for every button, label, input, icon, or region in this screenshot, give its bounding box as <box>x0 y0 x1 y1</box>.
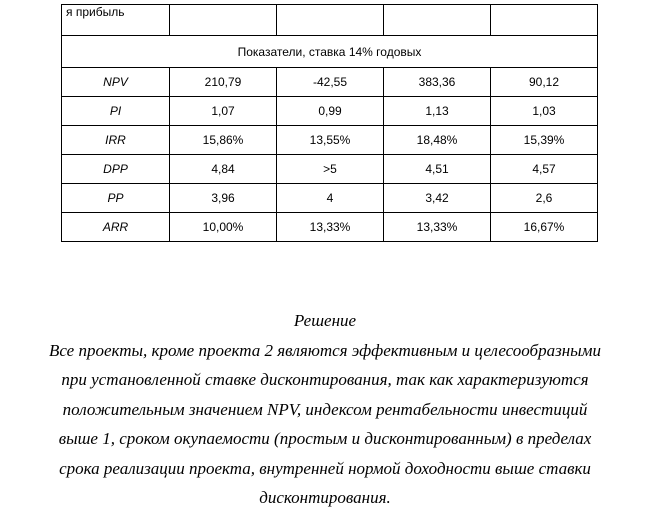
solution-text-line: срока реализации проекта, внутренней нормой доходности выше ставки <box>59 458 591 478</box>
solution-text-line: при установленной ставке дисконтирования, так как характеризуются <box>61 370 589 389</box>
table-cell <box>277 5 384 36</box>
table-cell: 0,99 <box>277 97 384 126</box>
table-row-arr <box>62 213 598 242</box>
table-cell: 3,42 <box>384 184 491 213</box>
table-cell: 10,00% <box>170 213 277 242</box>
table-cell: >5 <box>277 155 384 184</box>
table-row-pi <box>62 97 598 126</box>
table-cell: 1,07 <box>170 97 277 126</box>
table-cell: 210,79 <box>170 68 277 97</box>
table-cell <box>384 5 491 36</box>
table-cell: 16,67% <box>491 213 598 242</box>
table-cell <box>491 5 598 36</box>
table-cell: 1,03 <box>491 97 598 126</box>
table-cell: -42,55 <box>277 68 384 97</box>
solution-text-line: выше 1, сроком окупаемости (простым и дисконтированным) в пределах <box>58 429 592 448</box>
table-cell: 90,12 <box>491 68 598 97</box>
solution-heading: Решение <box>293 311 357 330</box>
row-label: DPP <box>62 155 170 184</box>
section-title: Показатели, ставка 14% годовых <box>62 36 598 68</box>
solution-text-line: положительным значением NPV, индексом рентабельности инвестиций <box>62 399 588 419</box>
table-cell: 4,84 <box>170 155 277 184</box>
table-cell: 13,55% <box>277 126 384 155</box>
table-row-npv <box>62 68 598 97</box>
table-cell: 4,57 <box>491 155 598 184</box>
table-cell: 4 <box>277 184 384 213</box>
table-cell: 15,39% <box>491 126 598 155</box>
row-label: PI <box>62 97 170 126</box>
solution-text-line: дисконтирования. <box>259 488 391 507</box>
row-label: NPV <box>62 68 170 97</box>
table-section-row <box>62 36 598 68</box>
solution-text-line: Все проекты, кроме проекта 2 являются эффективным и целесообразными <box>48 340 602 360</box>
table-cell <box>170 5 277 36</box>
table-row-pp <box>62 184 598 213</box>
table-cell: 13,33% <box>277 213 384 242</box>
table-cell: 3,96 <box>170 184 277 213</box>
table-row-profit <box>62 5 598 36</box>
table-cell: 383,36 <box>384 68 491 97</box>
table-cell: 2,6 <box>491 184 598 213</box>
table-row-dpp <box>62 155 598 184</box>
table-cell: 13,33% <box>384 213 491 242</box>
row-label: PP <box>62 184 170 213</box>
solution-block <box>0 306 650 513</box>
table-cell: 1,13 <box>384 97 491 126</box>
table-row-irr <box>62 126 598 155</box>
table-cell: 18,48% <box>384 126 491 155</box>
table-cell: 4,51 <box>384 155 491 184</box>
row-label: ARR <box>62 213 170 242</box>
row-label: IRR <box>62 126 170 155</box>
metrics-table <box>61 4 598 242</box>
row-label: я прибыль <box>62 5 170 36</box>
table-cell: 15,86% <box>170 126 277 155</box>
